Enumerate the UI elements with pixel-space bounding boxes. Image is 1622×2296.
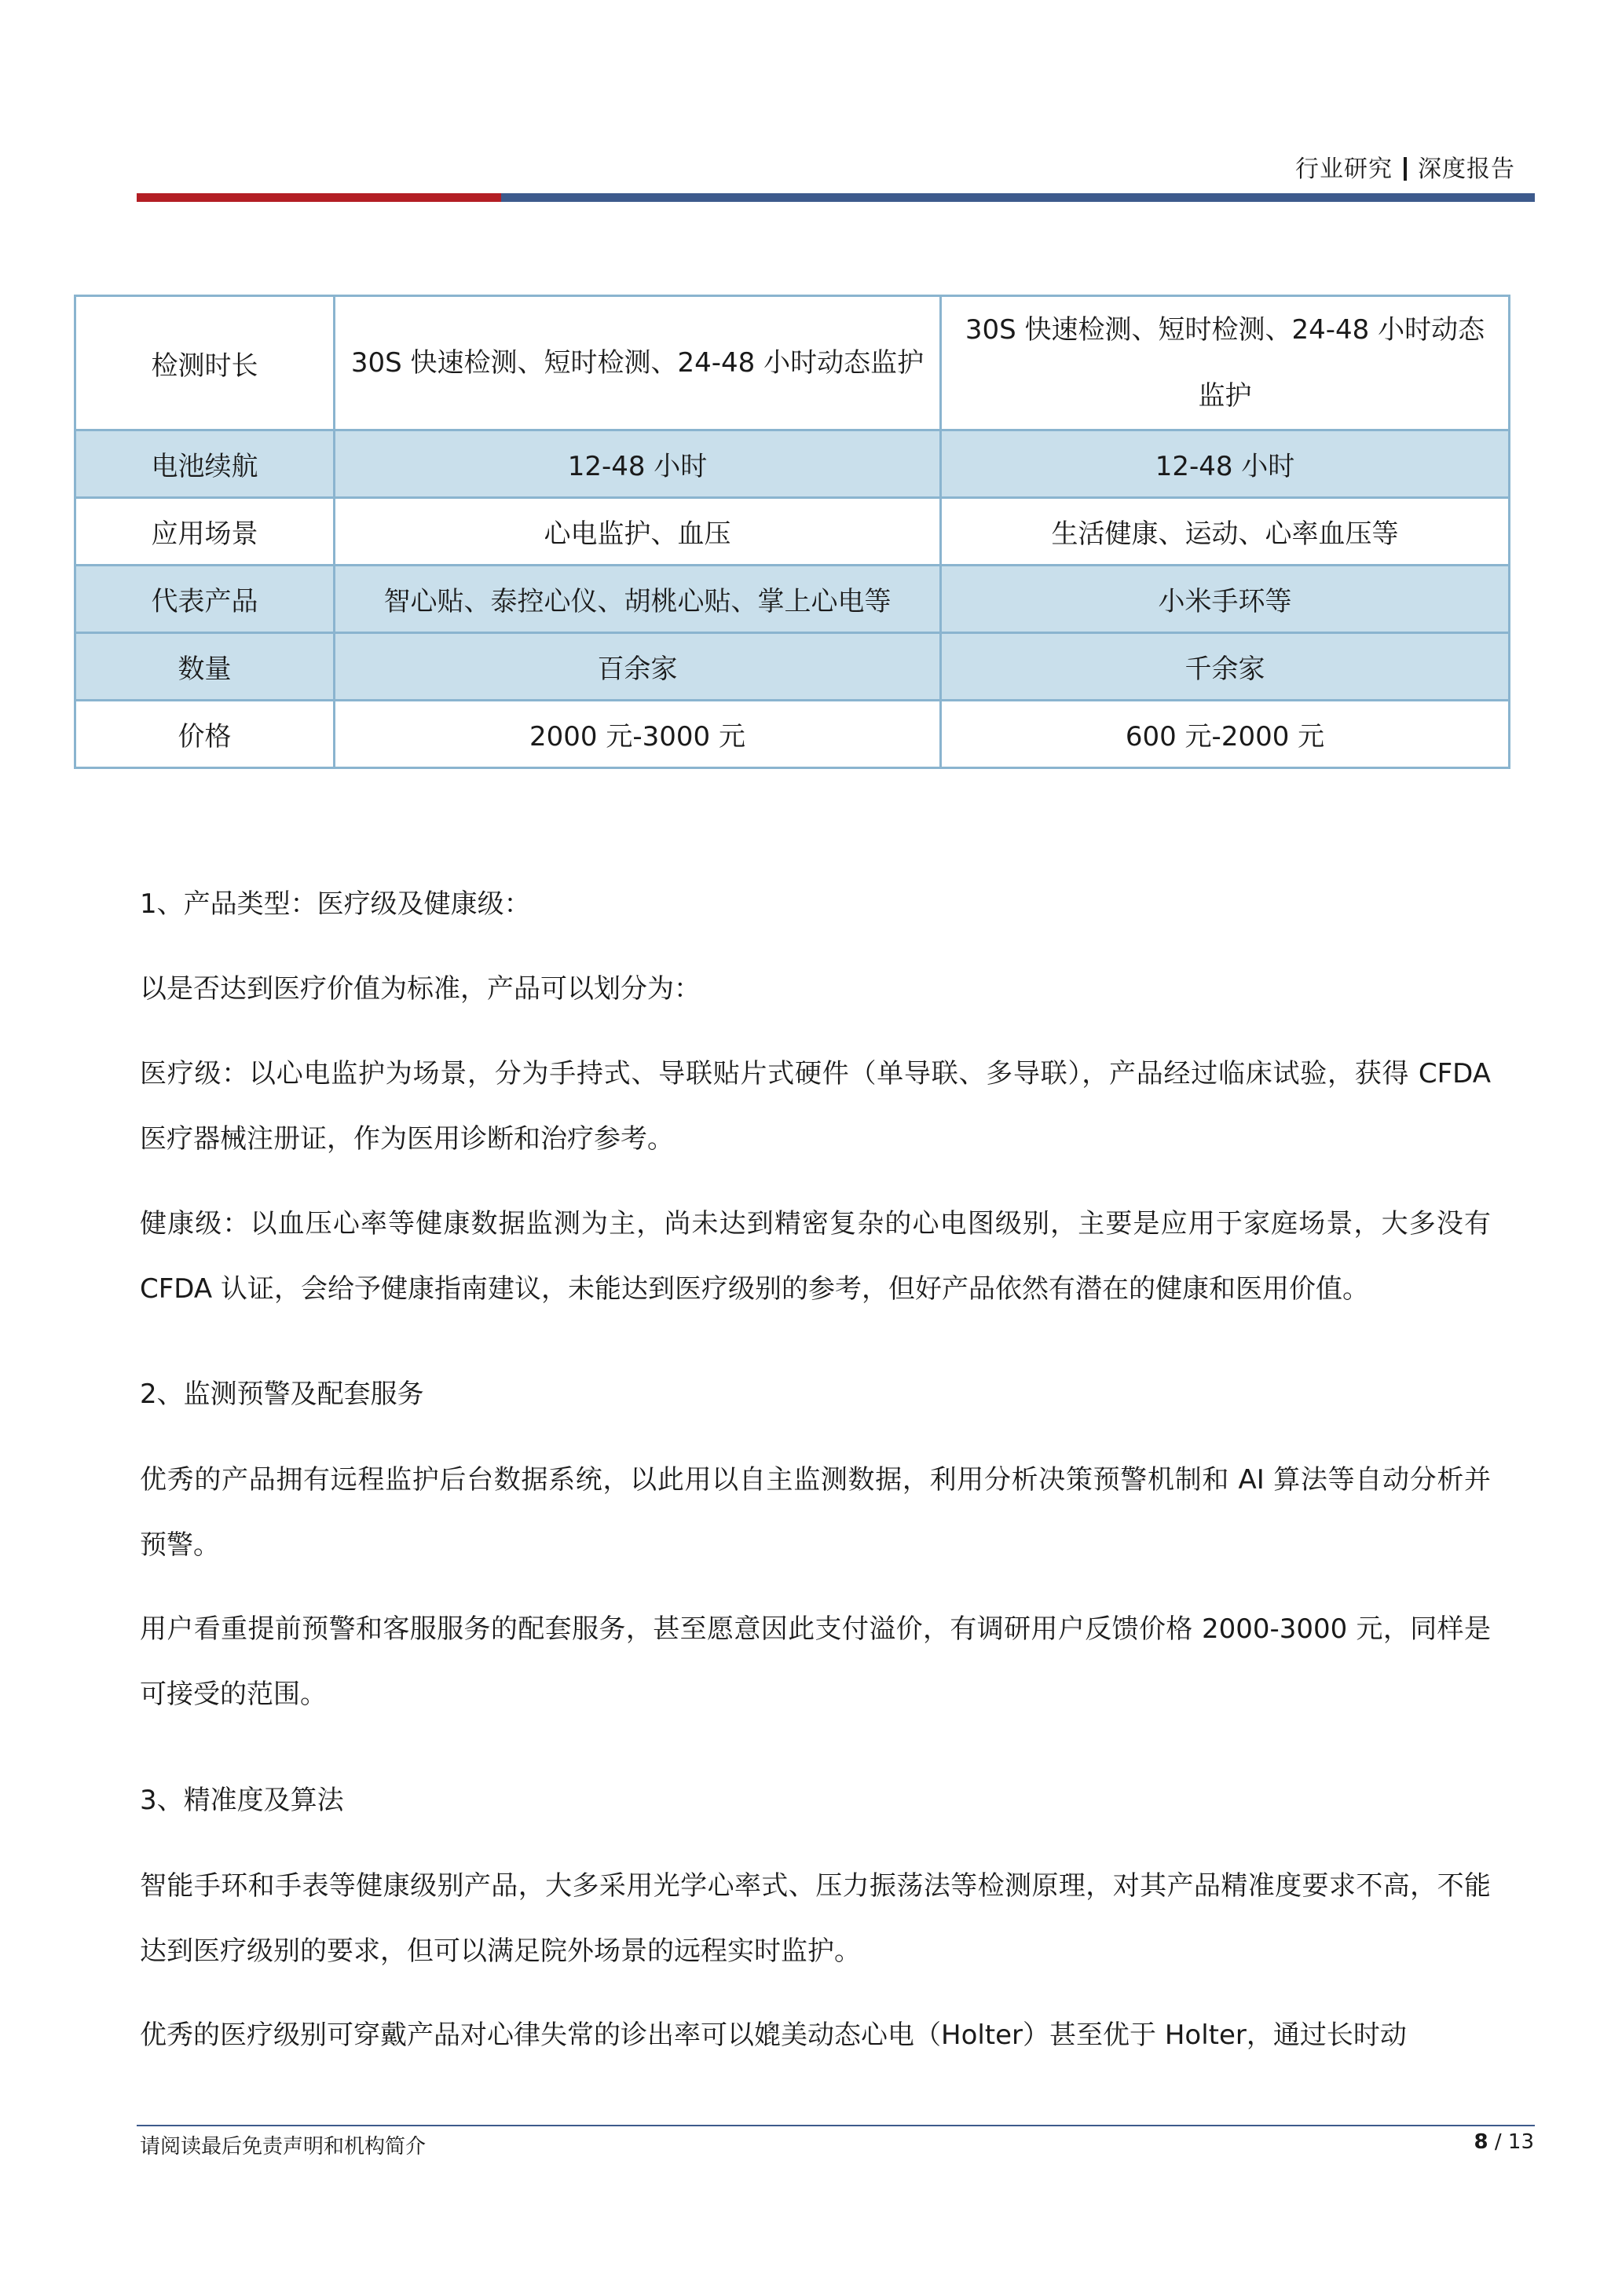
medical-cell: 12-48 小时: [335, 430, 941, 498]
section-1-para-1: [140, 957, 1491, 1022]
health-cell: 600 元-2000 元: [941, 701, 1510, 768]
section-3-para-2: [140, 2003, 1491, 2068]
section-1-para-3: [140, 1192, 1491, 1322]
row-label: 应用场景: [75, 498, 335, 566]
paragraph: 用户看重提前预警和客服服务的配套服务，甚至愿意因此支付溢价，有调研用户反馈价格 2000-3000 元，同样是可接受的范围。: [140, 1613, 1491, 1710]
paragraph: 健康级：以血压心率等健康数据监测为主，尚未达到精密复杂的心电图级别，主要是应用于家庭场景，大多没有 CFDA 认证，会给予健康指南建议，未能达到医疗级别的参考，但好产品依然有潜在的健康和医用价值。: [140, 1208, 1491, 1305]
row-label: 数量: [75, 633, 335, 701]
page-total: 13: [1507, 2130, 1534, 2154]
header-title: [1295, 149, 1515, 184]
section-3: [140, 1768, 1491, 1833]
header-separator: [1404, 157, 1407, 181]
table-row: [75, 633, 1510, 701]
footer-disclaimer: 请阅读最后免责声明和机构简介: [140, 2135, 427, 2159]
header-report-type: 深度报告: [1418, 156, 1515, 183]
table-row: [75, 296, 1510, 430]
table-row: [75, 430, 1510, 498]
paragraph: 优秀的产品拥有远程监护后台数据系统，以此用以自主监测数据，利用分析决策预警机制和 AI 算法等自动分析并预警。: [140, 1464, 1491, 1561]
page-current: 8: [1474, 2130, 1488, 2154]
row-label: 检测时长: [75, 296, 335, 430]
health-cell: 小米手环等: [941, 566, 1510, 633]
header-bar-red: [137, 193, 501, 202]
header-bar-blue: [501, 193, 1535, 202]
section-heading: 3、精准度及算法: [140, 1785, 344, 1816]
section-1-para-2: [140, 1042, 1491, 1172]
medical-cell: 百余家: [335, 633, 941, 701]
table-row: [75, 498, 1510, 566]
row-label: 代表产品: [75, 566, 335, 633]
section-2-para-2: [140, 1597, 1491, 1727]
medical-cell: 智心贴、泰控心仪、胡桃心贴、掌上心电等: [335, 566, 941, 633]
paragraph: 医疗级：以心电监护为场景，分为手持式、导联贴片式硬件（单导联、多导联），产品经过临床试验，获得 CFDA 医疗器械注册证，作为医用诊断和治疗参考。: [140, 1058, 1491, 1155]
health-cell: 千余家: [941, 633, 1510, 701]
footer-divider: [137, 2125, 1535, 2126]
health-cell: 生活健康、运动、心率血压等: [941, 498, 1510, 566]
table-row: [75, 701, 1510, 768]
paragraph: 智能手环和手表等健康级别产品，大多采用光学心率式、压力振荡法等检测原理，对其产品精准度要求不高，不能达到医疗级别的要求，但可以满足院外场景的远程实时监护。: [140, 1870, 1491, 1967]
page-number: [1474, 2130, 1534, 2154]
comparison-table: [74, 295, 1510, 769]
section-2: [140, 1362, 1491, 1427]
table-row: [75, 566, 1510, 633]
health-cell: 12-48 小时: [941, 430, 1510, 498]
medical-cell: 2000 元-3000 元: [335, 701, 941, 768]
section-2-para-1: [140, 1448, 1491, 1578]
paragraph: 优秀的医疗级别可穿戴产品对心律失常的诊出率可以媲美动态心电（Holter）甚至优于 Holter，通过长时动: [140, 2020, 1407, 2051]
header-category: 行业研究: [1295, 156, 1393, 183]
section-heading: 1、产品类型：医疗级及健康级：: [140, 888, 531, 920]
health-cell: 30S 快速检测、短时检测、24-48 小时动态监护: [941, 296, 1510, 430]
paragraph: 以是否达到医疗价值为标准，产品可以划分为：: [140, 973, 701, 1005]
row-label: 价格: [75, 701, 335, 768]
section-3-para-1: [140, 1854, 1491, 1984]
page-separator: /: [1488, 2130, 1508, 2154]
header-color-bar: [137, 193, 1535, 202]
medical-cell: 心电监护、血压: [335, 498, 941, 566]
section-1: [140, 872, 1491, 937]
row-label: 电池续航: [75, 430, 335, 498]
section-heading: 2、监测预警及配套服务: [140, 1379, 424, 1410]
medical-cell: 30S 快速检测、短时检测、24-48 小时动态监护: [335, 296, 941, 430]
